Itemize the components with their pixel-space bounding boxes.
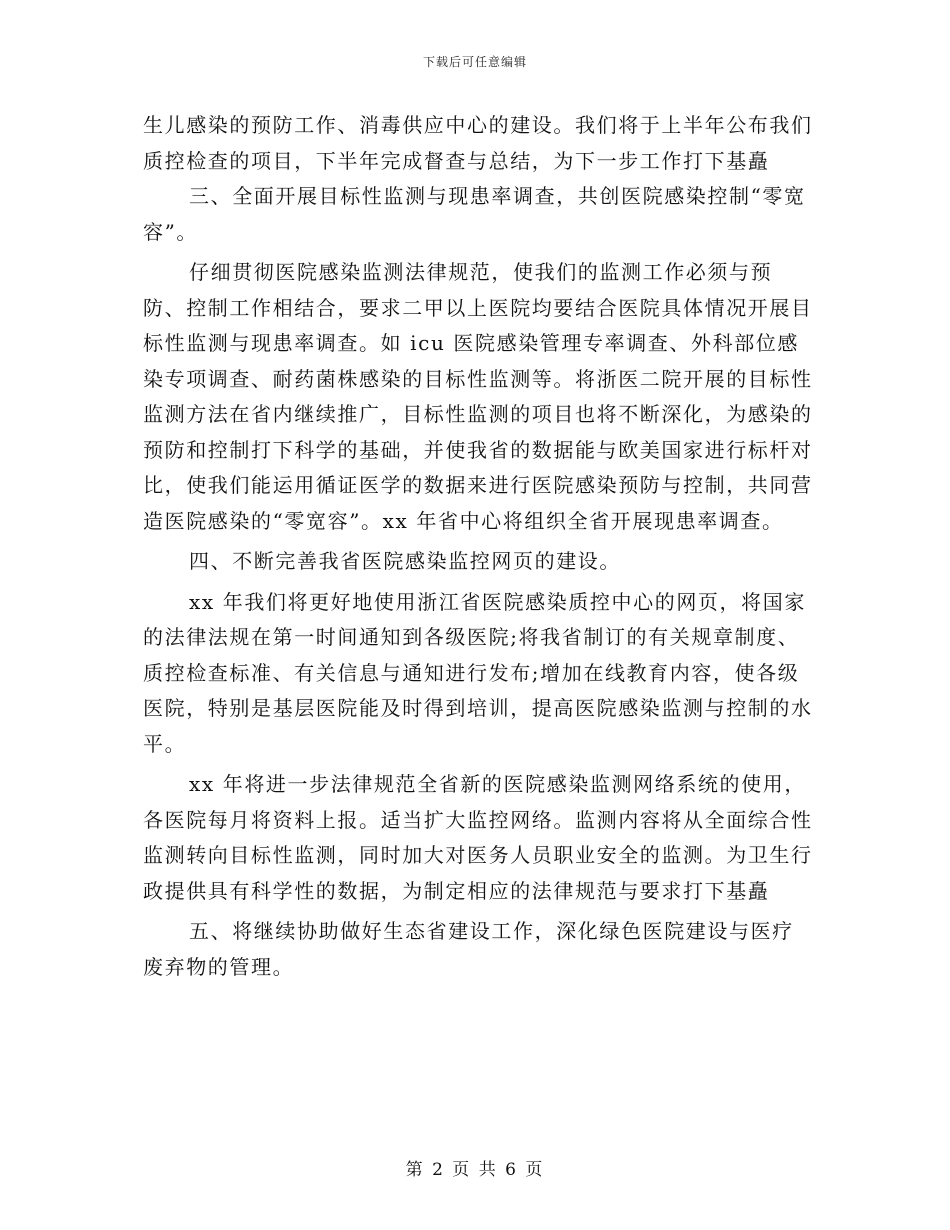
document-body	[143, 108, 813, 985]
paragraph-monitoring: 仔细贯彻医院感染监测法律规范，使我们的监测工作必须与预防、控制工作相结合，要求二甲以上医院均要结合医院具体情况开展目标性监测与现患率调查。如 icu 医院感染管理专率调查、外科部位感染专项调查、耐药菌株感染的目标性监测等。将浙医二院开展的目标性监测方法在省内继续推广，目标性监测的项目也将不断深化，为感染的预防和控制打下科学的基础，并使我省的数据能与欧美国家进行标杆对比，使我们能运用循证医学的数据来进行医院感染预防与控制，共同营造医院感染的“零宽容”。xx 年省中心将组织全省开展现患率调查。	[143, 260, 813, 533]
section-heading-five: 五、将继续协助做好生态省建设工作，深化绿色医院建设与医疗废弃物的管理。	[143, 919, 794, 979]
paragraph-website: xx 年我们将更好地使用浙江省医院感染质控中心的网页，将国家的法律法规在第一时间通知到各级医院;将我省制订的有关规章制度、质控检查标准、有关信息与通知进行发布;增加在线教育内容，使各级医院，特别是基层医院能及时得到培训，提高医院感染监测与控制的水平。	[143, 589, 813, 756]
section-heading-four: 四、不断完善我省医院感染监控网页的建设。	[189, 549, 621, 573]
page-footer: 第 2 页 共 6 页	[405, 1160, 545, 1180]
paragraph-continuation: 生儿感染的预防工作、消毒供应中心的建设。我们将于上半年公布我们质控检查的项目，下半年完成督查与总结，为下一步工作打下基矗	[143, 113, 813, 173]
section-heading-three: 三、全面开展目标性监测与现患率调查，共创医院感染控制“零宽容”。	[143, 184, 806, 244]
paragraph-network: xx 年将进一步法律规范全省新的医院感染监测网络系统的使用，各医院每月将资料上报。适当扩大监控网络。监测内容将从全面综合性监测转向目标性监测，同时加大对医务人员职业安全的监测。为卫生行政提供具有科学性的数据，为制定相应的法律规范与要求打下基矗	[143, 772, 813, 903]
page-header: 下载后可任意编辑	[422, 55, 527, 69]
